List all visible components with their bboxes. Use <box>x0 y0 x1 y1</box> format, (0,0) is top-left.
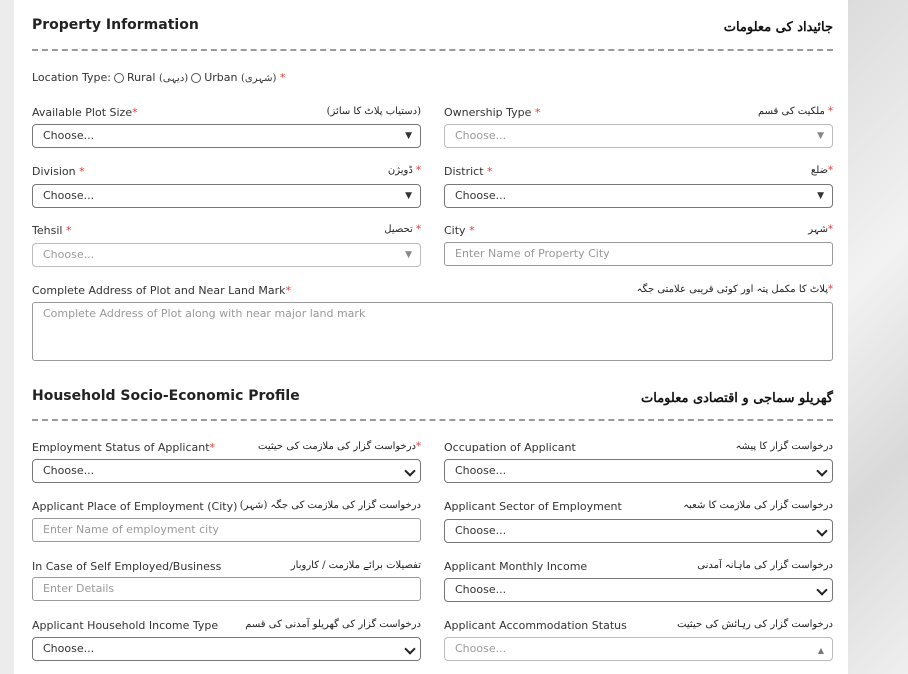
address-label <box>32 284 291 297</box>
income-type-value: Choose... <box>43 642 95 655</box>
ownership-value: Choose... <box>455 129 507 142</box>
employment-status-value: Choose... <box>43 464 95 477</box>
section-title-household-urdu: گھریلو سماجی و اقتصادی معلومات <box>641 391 833 406</box>
required-mark: * <box>416 441 421 452</box>
section-title-household: Household Socio-Economic Profile <box>32 388 300 404</box>
address-label-urdu <box>560 284 833 295</box>
occupation-select[interactable] <box>444 459 833 483</box>
location-type-row <box>32 71 285 84</box>
occupation-value: Choose... <box>455 464 507 477</box>
page-background-marble <box>848 0 908 674</box>
required-mark: * <box>416 165 421 176</box>
page-background-left <box>0 0 14 674</box>
caret-down-icon: ▼ <box>405 250 412 260</box>
accommodation-label-urdu: درخواست گزار کی رہائش کی حیثیت <box>677 619 833 630</box>
required-mark: * <box>828 224 833 235</box>
accommodation-select[interactable] <box>444 637 833 661</box>
monthly-income-label: Applicant Monthly Income <box>444 560 588 573</box>
self-employed-placeholder: Enter Details <box>43 582 115 595</box>
tehsil-select[interactable] <box>32 243 421 267</box>
employment-status-label-urdu-text: درخواست گزار کی ملازمت کی حیثیت <box>258 441 416 452</box>
employment-status-select[interactable] <box>32 459 421 483</box>
monthly-income-select[interactable] <box>444 578 833 602</box>
ownership-select[interactable] <box>444 124 833 148</box>
sector-label-urdu: درخواست گزار کی ملازمت کا شعبہ <box>683 500 833 511</box>
required-mark: * <box>279 71 286 84</box>
place-of-employment-label: Applicant Place of Employment (City) <box>32 500 238 513</box>
address-textarea[interactable] <box>32 302 833 361</box>
required-mark: * <box>828 284 833 295</box>
income-type-label-urdu: درخواست گزار کی گھریلو آمدنی کی قسم <box>245 619 421 630</box>
employment-status-label-urdu <box>250 441 421 452</box>
required-mark: * <box>469 224 475 237</box>
tehsil-label <box>32 224 71 237</box>
self-employed-input[interactable] <box>32 577 421 601</box>
city-input[interactable] <box>444 242 833 266</box>
caret-down-icon: ▼ <box>817 191 824 201</box>
sector-label: Applicant Sector of Employment <box>444 500 622 513</box>
required-mark: * <box>285 284 292 297</box>
monthly-income-label-urdu: درخواست گزار کی ماہانہ آمدنی <box>697 560 833 571</box>
tehsil-label-urdu <box>340 224 421 235</box>
section-divider <box>32 419 833 421</box>
radio-urban[interactable] <box>191 73 201 83</box>
district-label-urdu <box>753 165 833 176</box>
address-label-text: Complete Address of Plot and Near Land Mark <box>32 284 286 297</box>
required-mark: * <box>65 224 72 237</box>
chevron-down-icon <box>816 465 827 476</box>
district-label-text: District <box>444 165 484 178</box>
urban-label: Urban <box>204 71 238 84</box>
urban-label-urdu: (شہری) <box>240 73 277 84</box>
ownership-label-text: Ownership Type <box>444 106 532 119</box>
chevron-down-icon <box>816 584 827 595</box>
plot-size-value: Choose... <box>43 129 95 142</box>
monthly-income-value: Choose... <box>455 583 507 596</box>
division-select[interactable] <box>32 184 421 208</box>
caret-down-icon: ▼ <box>817 131 824 141</box>
plot-size-select[interactable] <box>32 124 421 148</box>
section-title-property: Property Information <box>32 17 199 33</box>
city-label-urdu <box>753 224 833 235</box>
place-of-employment-input[interactable] <box>32 518 421 542</box>
division-label-text: Division <box>32 165 76 178</box>
required-mark: * <box>416 224 421 235</box>
section-divider <box>32 49 833 51</box>
required-mark: * <box>828 106 833 117</box>
caret-down-icon: ▼ <box>405 191 412 201</box>
required-mark: * <box>79 165 85 178</box>
rural-label: Rural <box>127 71 156 84</box>
division-label-urdu-text: ڈویژن <box>387 165 413 176</box>
self-employed-label: In Case of Self Employed/Business <box>32 560 222 573</box>
self-employed-label-urdu: تفصیلات برائے ملازمت / کاروبار <box>290 560 421 571</box>
district-value: Choose... <box>455 189 507 202</box>
radio-rural[interactable] <box>114 73 124 83</box>
division-label-urdu <box>340 165 421 176</box>
plot-size-label <box>32 106 138 119</box>
section-title-property-urdu: جائیداد کی معلومات <box>723 20 833 35</box>
city-label-urdu-text: شہر <box>808 224 828 235</box>
district-label <box>444 165 493 178</box>
location-type-label: Location Type: <box>32 71 111 84</box>
ownership-label <box>444 106 540 119</box>
employment-status-label-text: Employment Status of Applicant <box>32 441 210 454</box>
district-label-urdu-text: ضلع <box>810 165 828 176</box>
tehsil-label-urdu-text: تحصیل <box>384 224 413 235</box>
sector-select[interactable] <box>444 519 833 543</box>
chevron-down-icon <box>816 525 827 536</box>
city-label <box>444 224 475 237</box>
city-placeholder: Enter Name of Property City <box>455 247 610 260</box>
occupation-label-urdu: درخواست گزار کا پیشہ <box>735 441 833 452</box>
required-mark: * <box>487 165 493 178</box>
income-type-label: Applicant Household Income Type <box>32 619 219 632</box>
address-label-urdu-text: پلاٹ کا مکمل پتہ اور کوئی قریبی علامتی جگہ <box>636 284 828 295</box>
place-of-employment-placeholder: Enter Name of employment city <box>43 523 220 536</box>
required-mark: * <box>132 106 138 119</box>
ownership-label-urdu-text: ملکیت کی قسم <box>757 106 825 117</box>
sector-value: Choose... <box>455 524 507 537</box>
district-select[interactable] <box>444 184 833 208</box>
division-label <box>32 165 85 178</box>
chevron-down-icon <box>404 643 415 654</box>
rural-label-urdu: (دیہی) <box>158 73 189 84</box>
ownership-label-urdu <box>700 106 833 117</box>
tehsil-label-text: Tehsil <box>32 224 63 237</box>
chevron-down-icon <box>404 465 415 476</box>
division-value: Choose... <box>43 189 95 202</box>
caret-up-icon: ▲ <box>817 646 824 655</box>
plot-size-label-urdu: (دستیاب پلاٹ کا سائز) <box>326 106 421 117</box>
occupation-label: Occupation of Applicant <box>444 441 576 454</box>
caret-down-icon: ▼ <box>405 131 412 141</box>
employment-status-label <box>32 441 215 454</box>
accommodation-value: Choose... <box>455 642 507 655</box>
plot-size-label-text: Available Plot Size <box>32 106 133 119</box>
tehsil-value: Choose... <box>43 248 95 261</box>
city-label-text: City <box>444 224 466 237</box>
place-of-employment-label-urdu: درخواست گزار کی ملازمت کی جگہ (شہر) <box>239 500 421 511</box>
required-mark: * <box>209 441 216 454</box>
required-mark: * <box>828 165 833 176</box>
income-type-select[interactable] <box>32 637 421 661</box>
address-placeholder: Complete Address of Plot along with near major land mark <box>43 307 366 320</box>
required-mark: * <box>534 106 541 119</box>
accommodation-label: Applicant Accommodation Status <box>444 619 627 632</box>
